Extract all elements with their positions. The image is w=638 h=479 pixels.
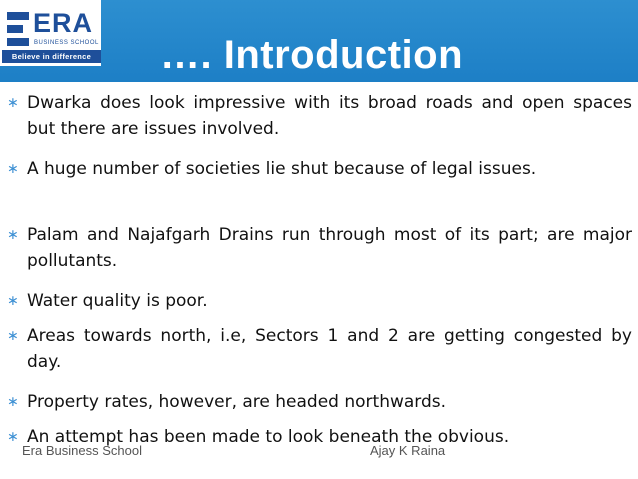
bullet-star-icon: ∗ bbox=[7, 95, 19, 111]
bullet-star-icon: ∗ bbox=[7, 328, 19, 344]
bullet-star-icon: ∗ bbox=[7, 394, 19, 410]
bullet-item bbox=[7, 90, 632, 142]
bullet-item bbox=[7, 156, 632, 182]
era-logo bbox=[0, 0, 101, 66]
bullet-item bbox=[7, 389, 632, 415]
bullet-text: Palam and Najafgarh Drains run through most of its part; are major pollutants. bbox=[27, 225, 632, 271]
footer-school: Era Business School bbox=[22, 443, 142, 458]
title-bar bbox=[0, 0, 638, 82]
logo-subtitle: BUSINESS SCHOOL bbox=[34, 40, 99, 46]
bullet-star-icon: ∗ bbox=[7, 161, 19, 177]
bullet-item bbox=[7, 288, 632, 314]
bullet-star-icon: ∗ bbox=[7, 429, 19, 445]
bullet-text: An attempt has been made to look beneath the obvious. bbox=[27, 427, 510, 447]
footer-author: Ajay K Raina bbox=[370, 443, 446, 458]
bullet-text: Areas towards north, i.e, Sectors 1 and 2 are getting congested by day. bbox=[27, 326, 632, 372]
bullet-star-icon: ∗ bbox=[7, 227, 19, 243]
bullet-item bbox=[7, 222, 632, 274]
bullet-item bbox=[7, 323, 632, 375]
bullet-text: Property rates, however, are headed northwards. bbox=[27, 392, 447, 412]
bullet-text: Water quality is poor. bbox=[27, 291, 208, 311]
slide-title: …. Introduction bbox=[160, 33, 464, 77]
era-logo-mark-icon bbox=[7, 12, 29, 46]
bullet-text: Dwarka does look impressive with its broad roads and open spaces but there are issues involved. bbox=[27, 93, 632, 139]
bullet-text: A huge number of societies lie shut because of legal issues. bbox=[27, 159, 537, 179]
logo-tagline: Believe in difference bbox=[2, 50, 101, 63]
bullet-star-icon: ∗ bbox=[7, 293, 19, 309]
logo-name: ERA bbox=[33, 8, 94, 38]
